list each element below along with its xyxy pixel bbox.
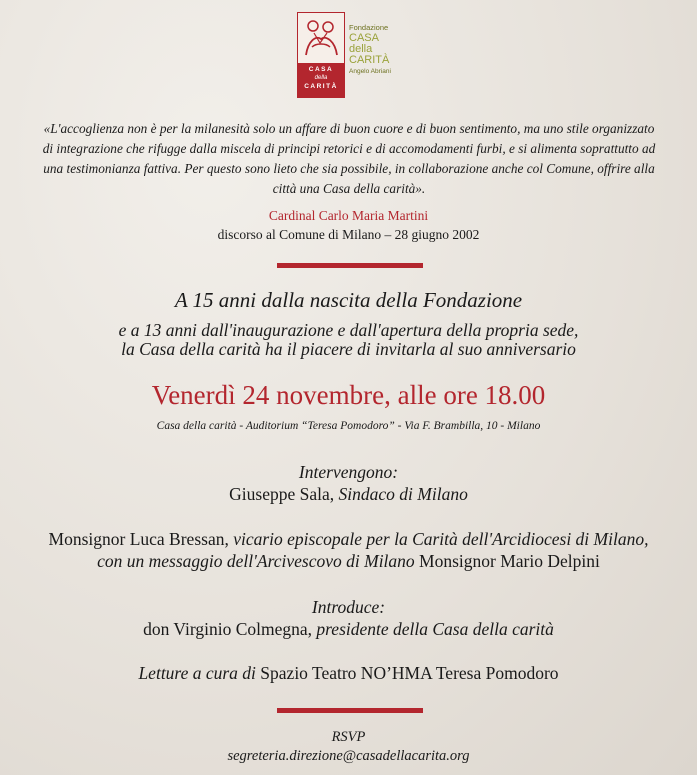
readings-line: Letture a cura di Spazio Teatro NO’HMA Teresa Pomodoro — [138, 663, 559, 683]
intro-line-1: e a 13 anni dall'inaugurazione e dall'apertura della propria sede, — [118, 320, 579, 340]
event-venue: Casa della carità - Auditorium “Teresa Pomodoro” - Via F. Brambilla, 10 - Milano — [156, 420, 541, 432]
logo-box-top: CASA — [308, 66, 334, 73]
invitation-intro — [0, 321, 697, 359]
quote-author: Cardinal Carlo Maria Martini — [268, 208, 429, 223]
event-heading: A 15 anni dalla nascita della Fondazione — [174, 288, 523, 312]
logo-box-bottom: CARITÀ — [304, 83, 338, 90]
introduce-title: Introduce: — [311, 597, 386, 617]
event-date: Venerdì 24 novembre, alle ore 18.00 — [151, 380, 546, 410]
logo-wordmark: Fondazione CASA della CARITÀ Angelo Abriani — [349, 23, 391, 75]
martini-quote: «L'accoglienza non è per la milanesità solo un affare di buon cuore e di buon sentimento, ma uno stile organizzato di integrazione che rifugge dalla miscela di principi retorici e di accomodamenti furbi, e si alimenta soprattutto ad una testimonianza fattiva. Per questo sono lieto che sia possibile, in collaborazione anche col Comune, offrire alla città una Casa della carità». — [42, 121, 656, 196]
divider-bottom — [277, 708, 423, 713]
rsvp-section — [0, 728, 697, 766]
archbishop-message: con un messaggio dell'Arcivescovo di Milano Monsignor Mario Delpini — [97, 551, 600, 571]
introducer: don Virginio Colmegna, presidente della Casa della carità — [143, 619, 554, 639]
foundation-logo — [297, 12, 407, 98]
divider-top — [277, 263, 423, 268]
rsvp-label: RSVP — [331, 729, 366, 745]
speakers-section — [0, 461, 697, 505]
speakers-title: Intervengono: — [298, 462, 399, 482]
speaker-sala: Giuseppe Sala, Sindaco di Milano — [229, 484, 468, 504]
quote-source: discorso al Comune di Milano – 28 giugno 2002 — [217, 227, 480, 242]
speaker-bressan: Monsignor Luca Bressan, vicario episcopale per la Carità dell'Arcidiocesi di Milano, con un messaggio dell'Arcivescovo di Milano Monsignor Mario Delpini — [0, 528, 697, 572]
rsvp-email[interactable]: segreteria.direzione@casadellacarita.org — [227, 748, 470, 764]
logo-label — [298, 63, 344, 97]
intro-line-2: la Casa della carità ha il piacere di invitarla al suo anniversario — [121, 339, 576, 359]
logo-figures-icon — [302, 17, 340, 61]
logo-box-mid: della — [314, 75, 328, 81]
logo-emblem — [297, 12, 345, 98]
introduce-section — [0, 596, 697, 640]
